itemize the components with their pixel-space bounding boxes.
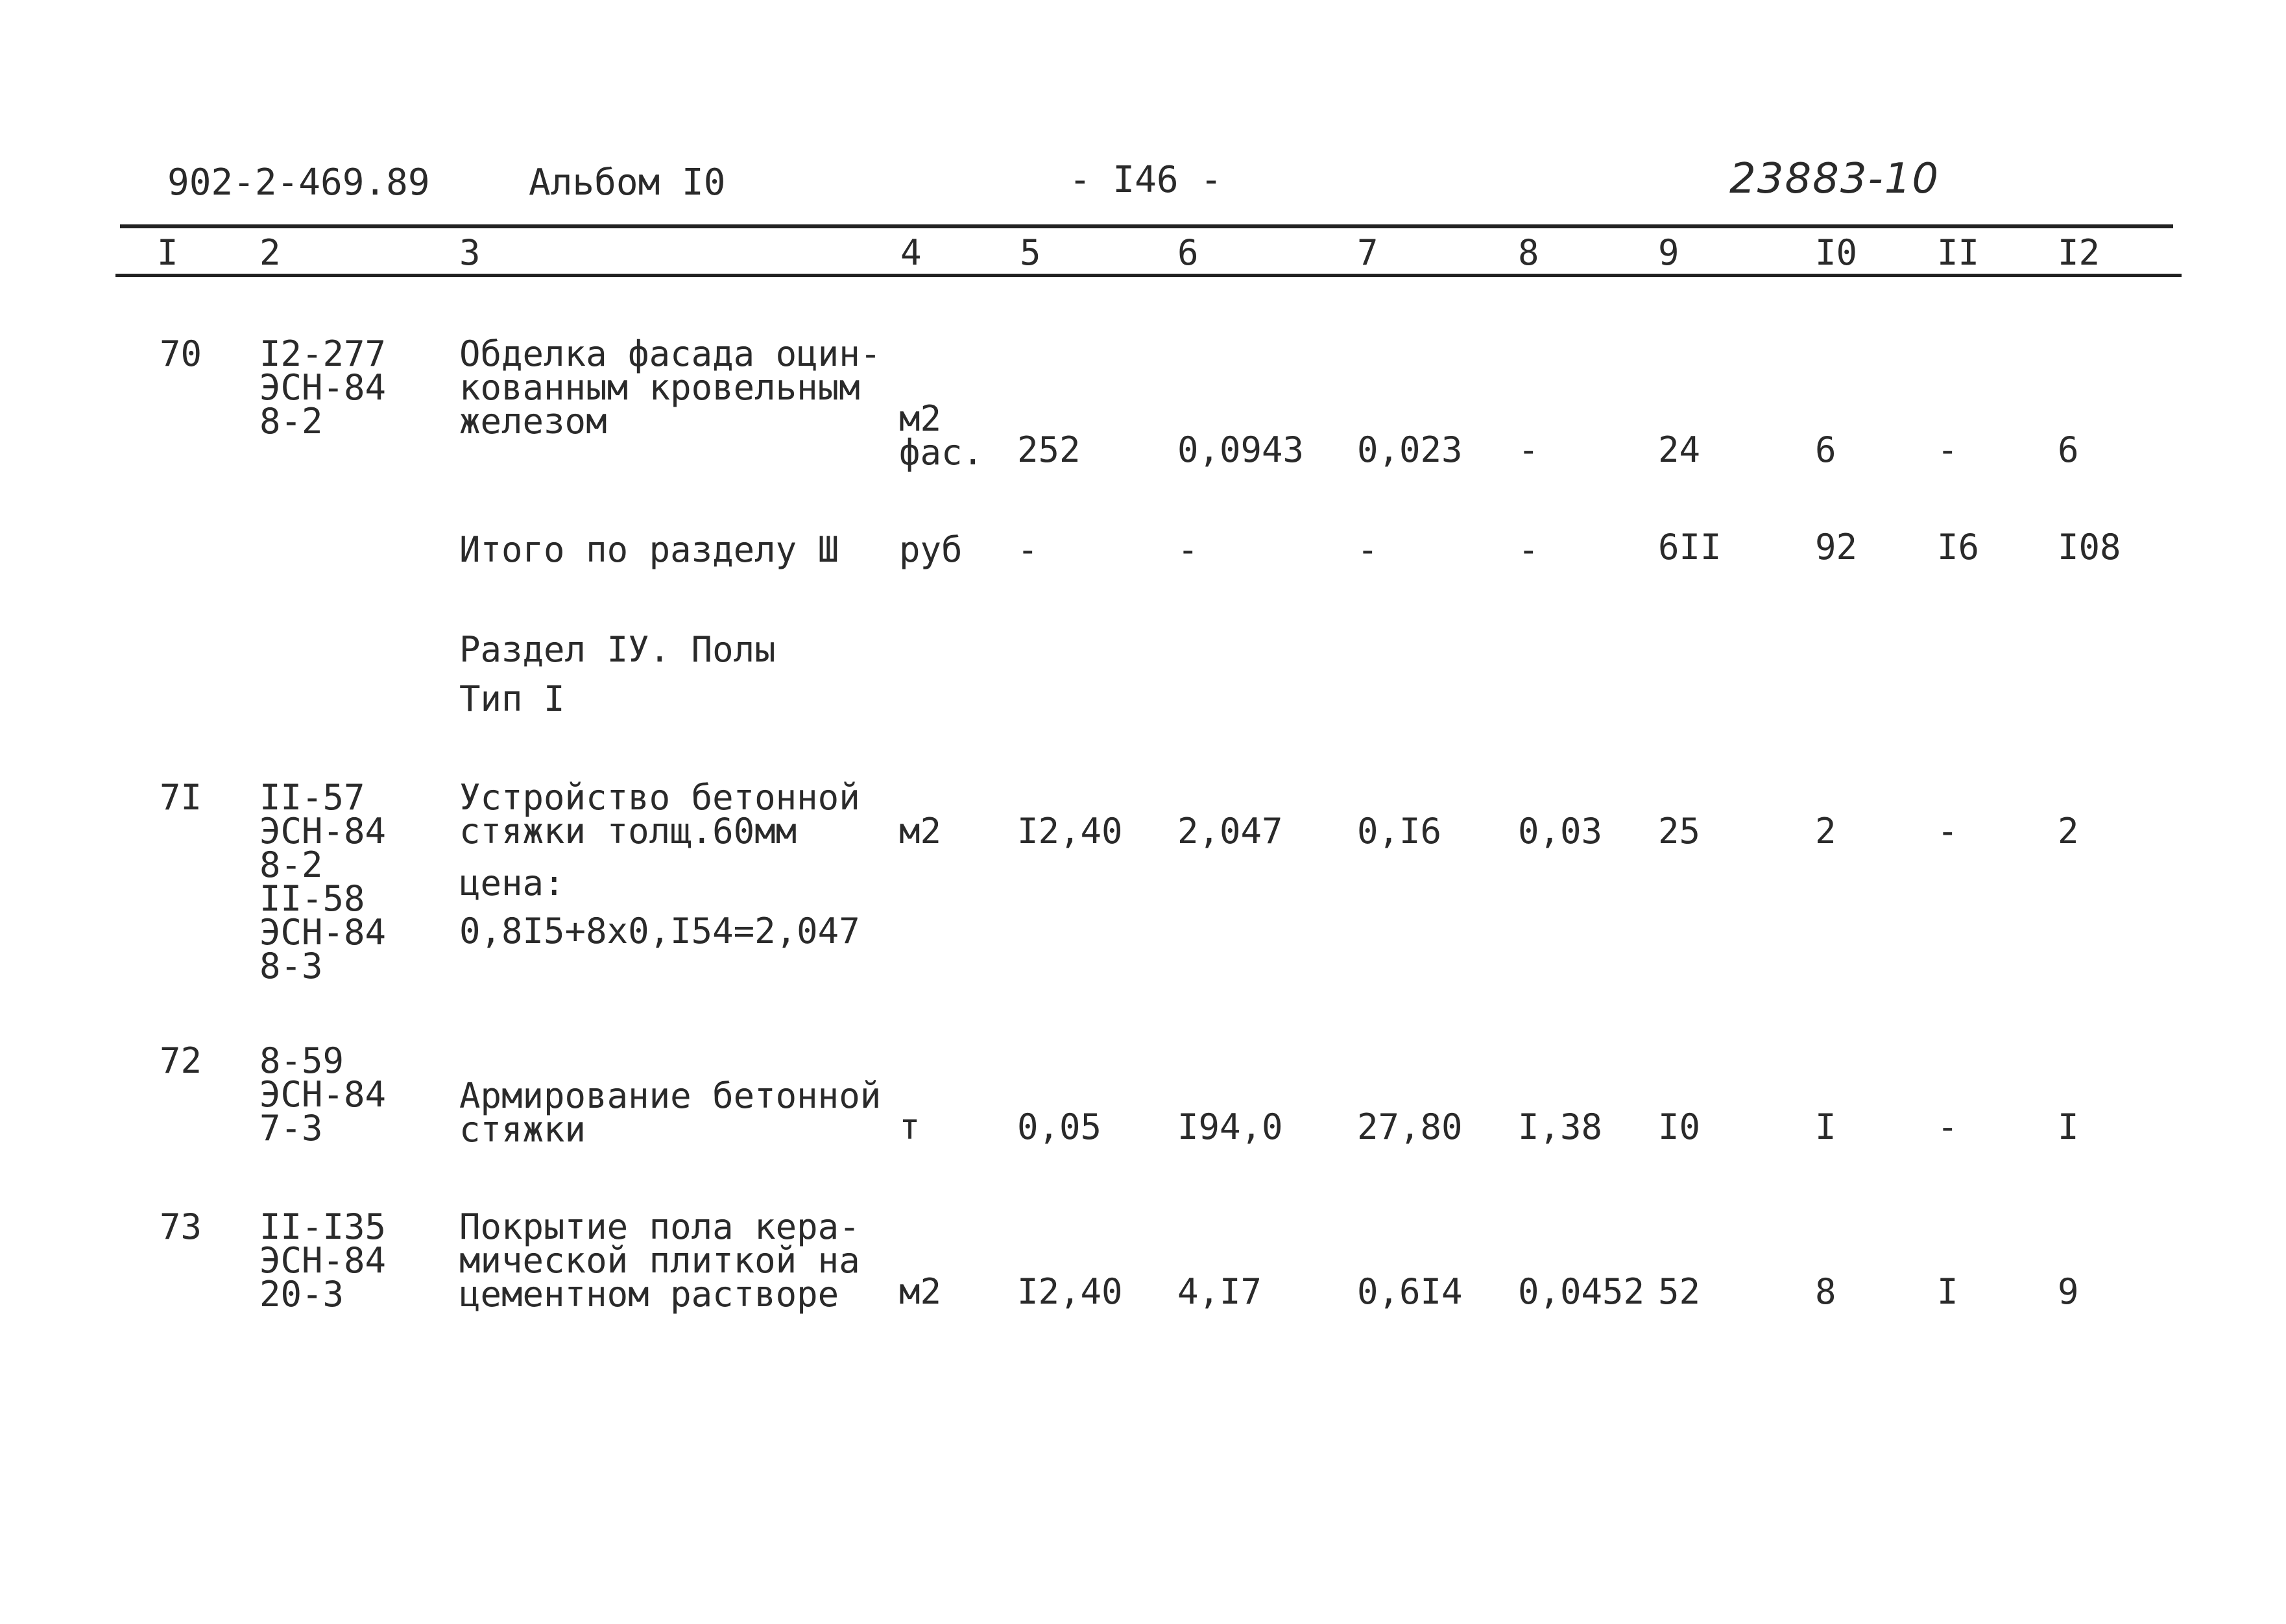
document-code: 902-2-469.89	[167, 161, 430, 204]
col-10-value: 92	[1815, 527, 1858, 567]
col-10-value: 8	[1815, 1271, 1836, 1312]
norm-code: II-57 ЭСН-84 8-2 II-58 ЭСН-84 8-3	[259, 777, 387, 986]
quantity: 252	[1017, 429, 1081, 470]
col-8-value: 0,03	[1518, 811, 1603, 852]
col-header-11: II	[1937, 232, 1980, 273]
col-header-5: 5	[1020, 232, 1041, 273]
quantity: I2,40	[1017, 1271, 1123, 1312]
col-header-4: 4	[900, 232, 922, 273]
col-9-value: I0	[1658, 1106, 1701, 1147]
col-header-9: 9	[1658, 232, 1679, 273]
col-10-value: 2	[1815, 811, 1836, 852]
header-bottom-rule	[115, 274, 2182, 277]
col-header-1: I	[157, 232, 178, 273]
col-header-2: 2	[259, 232, 281, 273]
unit: м2 фас.	[899, 398, 984, 473]
col-7-value: 27,80	[1357, 1106, 1463, 1147]
col-12-value: 2	[2058, 811, 2079, 852]
price-note-label: цена:	[459, 863, 565, 903]
col-11-value: -	[1937, 429, 1958, 470]
col-8-value: -	[1518, 429, 1539, 470]
work-description: Обделка фасада оцин- кованным кровельным железом	[459, 333, 882, 442]
row-number: 73	[160, 1206, 202, 1247]
handwritten-stamp-number: 23883-10	[1729, 155, 1940, 203]
col-11-value: I	[1937, 1271, 1958, 1312]
col-9-value: 52	[1658, 1271, 1701, 1312]
col-12-value: I	[2058, 1106, 2079, 1147]
col-7-value: -	[1357, 529, 1378, 570]
col-8-value: I,38	[1518, 1106, 1603, 1147]
work-description: Армирование бетонной стяжки	[459, 1075, 882, 1150]
norm-code: I2-277 ЭСН-84 8-2	[259, 333, 387, 442]
col-10-value: I	[1815, 1106, 1836, 1147]
page-number: - I46 -	[1069, 159, 1223, 201]
col-11-value: -	[1937, 1106, 1958, 1147]
col-9-value: 24	[1658, 429, 1701, 470]
unit: руб	[899, 529, 963, 570]
price-note-formula: 0,8I5+8х0,I54=2,047	[459, 911, 860, 951]
unit-price: 2,047	[1177, 811, 1283, 852]
row-number: 70	[160, 333, 202, 374]
section-heading: Раздел IУ. Полы	[459, 629, 776, 670]
unit-price: I94,0	[1177, 1106, 1283, 1147]
col-12-value: I08	[2058, 527, 2121, 567]
col-header-10: I0	[1815, 232, 1858, 273]
col-10-value: 6	[1815, 429, 1836, 470]
norm-code: 8-59 ЭСН-84 7-3	[259, 1040, 387, 1149]
quantity: 0,05	[1017, 1106, 1102, 1147]
col-7-value: 0,023	[1357, 429, 1463, 470]
col-9-value: 25	[1658, 811, 1701, 852]
col-8-value: -	[1518, 529, 1539, 570]
col-12-value: 9	[2058, 1271, 2079, 1312]
col-header-12: I2	[2058, 232, 2100, 273]
row-number: 72	[160, 1040, 202, 1081]
col-9-value: 6II	[1658, 527, 1722, 567]
subsection-heading: Тип I	[459, 678, 565, 719]
unit: т	[899, 1106, 920, 1147]
col-12-value: 6	[2058, 429, 2079, 470]
col-7-value: 0,I6	[1357, 811, 1442, 852]
work-description: Устройство бетонной стяжки толщ.60мм	[459, 777, 860, 852]
unit-price: 0,0943	[1177, 429, 1305, 470]
col-11-value: I6	[1937, 527, 1980, 567]
col-7-value: 0,6I4	[1357, 1271, 1463, 1312]
unit-price: 4,I7	[1177, 1271, 1262, 1312]
header-top-rule	[120, 224, 2173, 228]
unit: м2	[899, 1271, 942, 1312]
work-description: Покрытие пола кера- мической плиткой на цементном растворе	[459, 1206, 860, 1315]
col-11-value: -	[1937, 811, 1958, 852]
col-header-6: 6	[1177, 232, 1199, 273]
quantity: -	[1017, 529, 1039, 570]
row-number: 7I	[160, 777, 202, 818]
col-8-value: 0,0452	[1518, 1271, 1645, 1312]
col-header-8: 8	[1518, 232, 1539, 273]
col-header-7: 7	[1357, 232, 1378, 273]
quantity: I2,40	[1017, 811, 1123, 852]
unit-price: -	[1177, 529, 1199, 570]
norm-code: II-I35 ЭСН-84 20-3	[259, 1206, 387, 1315]
total-label: Итого по разделу Ш	[459, 529, 839, 570]
col-header-3: 3	[459, 232, 481, 273]
album-label: Альбом I0	[529, 161, 726, 204]
unit: м2	[899, 811, 942, 852]
